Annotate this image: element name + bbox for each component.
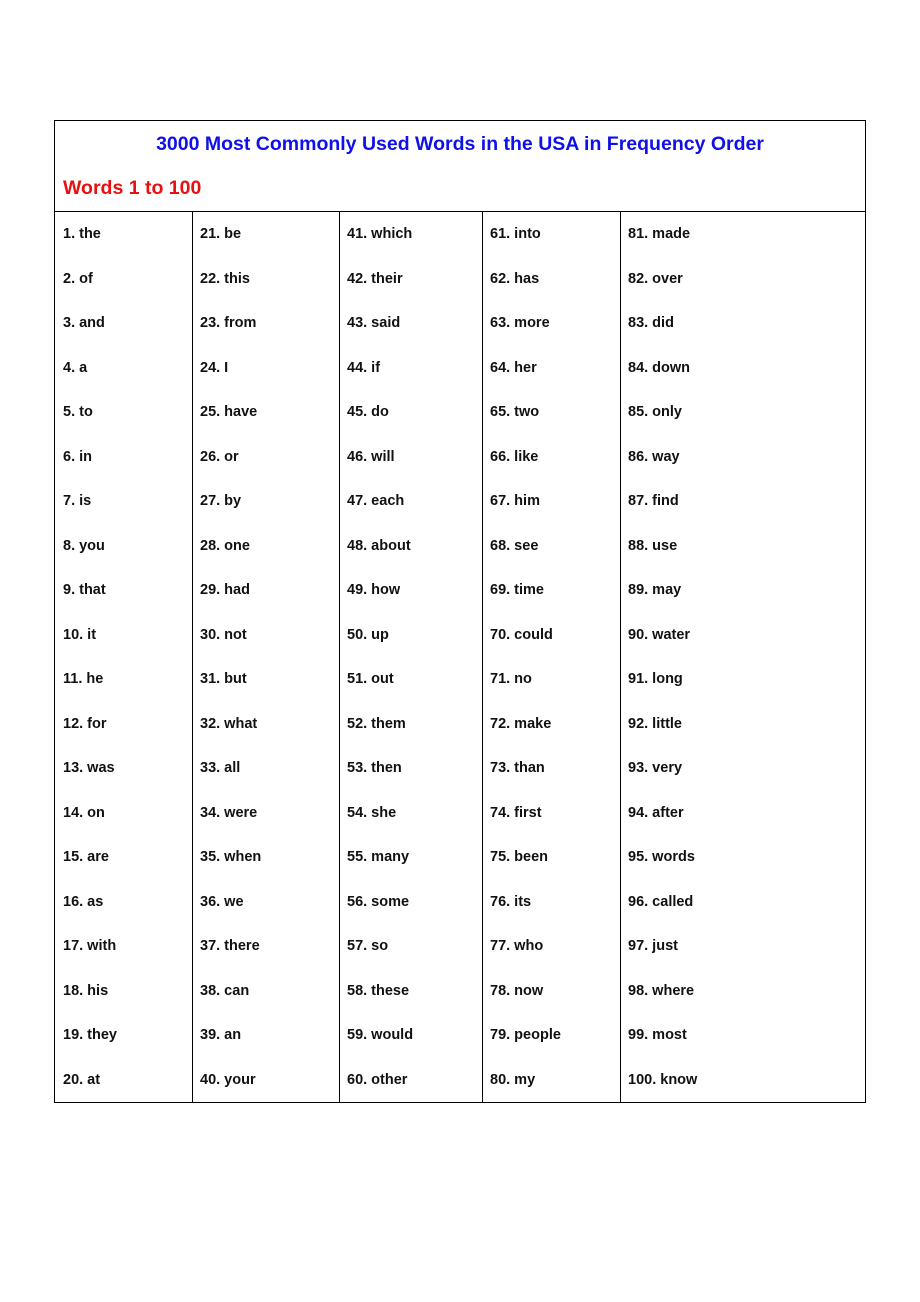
word-column-3 <box>339 212 483 1103</box>
word-entry: 25. have <box>200 404 258 420</box>
word-entry: 65. two <box>490 404 540 420</box>
word-entry: 46. will <box>347 448 395 465</box>
word-entry: 86. way <box>628 448 680 465</box>
word-entry: 62. has <box>490 270 540 287</box>
word-entry: 53. then <box>347 760 402 776</box>
word-entry: 44. if <box>347 359 381 376</box>
word-entry: 8. you <box>63 537 105 554</box>
word-entry: 69. time <box>490 582 544 598</box>
word-entry: 91. long <box>628 671 683 687</box>
word-entry: 15. are <box>63 849 109 865</box>
word-list-sheet <box>54 120 866 1103</box>
word-entry: 38. can <box>200 982 250 999</box>
word-entry: 31. but <box>200 671 247 687</box>
word-entry: 14. on <box>63 804 105 821</box>
word-entry: 18. his <box>63 982 109 999</box>
word-entry: 54. she <box>347 804 397 821</box>
word-entry: 88. use <box>628 537 678 554</box>
word-entry: 52. them <box>347 715 406 732</box>
word-entry: 16. as <box>63 893 104 910</box>
word-entry: 22. this <box>200 270 250 287</box>
word-entry: 66. like <box>490 448 539 465</box>
word-entry: 90. water <box>628 626 691 643</box>
word-grid <box>55 212 865 1103</box>
word-entry: 71. no <box>490 671 532 687</box>
word-entry: 60. other <box>347 1071 408 1088</box>
word-entry: 81. made <box>628 226 691 242</box>
word-entry: 10. it <box>63 626 97 643</box>
word-entry: 78. now <box>490 982 544 999</box>
word-entry: 36. we <box>200 893 244 910</box>
word-entry: 57. so <box>347 938 389 954</box>
word-entry: 11. he <box>63 671 104 687</box>
word-entry: 80. my <box>490 1071 536 1088</box>
word-entry: 47. each <box>347 493 405 509</box>
word-entry: 92. little <box>628 715 682 732</box>
word-entry: 43. said <box>347 315 401 331</box>
word-entry: 51. out <box>347 671 394 687</box>
word-column-2 <box>192 212 340 1103</box>
word-entry: 63. more <box>490 315 550 331</box>
word-entry: 93. very <box>628 760 683 776</box>
word-entry: 48. about <box>347 537 411 554</box>
word-entry: 6. in <box>63 448 93 465</box>
word-entry: 28. one <box>200 537 250 554</box>
word-entry: 50. up <box>347 626 389 643</box>
word-entry: 58. these <box>347 982 410 999</box>
page-title: 3000 Most Commonly Used Words in the USA in Frequency Order <box>156 133 764 155</box>
word-entry: 70. could <box>490 626 553 643</box>
word-entry: 72. make <box>490 715 552 732</box>
word-entry: 27. by <box>200 493 242 509</box>
word-entry: 19. they <box>63 1027 117 1043</box>
word-entry: 42. their <box>347 270 403 287</box>
word-entry: 12. for <box>63 715 107 732</box>
word-entry: 67. him <box>490 493 540 509</box>
word-entry: 29. had <box>200 582 250 598</box>
word-entry: 40. your <box>200 1071 256 1088</box>
word-column-5 <box>620 212 865 1103</box>
word-entry: 68. see <box>490 537 539 554</box>
word-entry: 59. would <box>347 1027 414 1043</box>
word-entry: 73. than <box>490 760 545 776</box>
word-entry: 17. with <box>63 938 117 954</box>
word-entry: 98. where <box>628 982 695 999</box>
word-entry: 30. not <box>200 626 247 643</box>
word-entry: 32. what <box>200 715 258 732</box>
word-entry: 96. called <box>628 893 694 910</box>
word-entry: 21. be <box>200 226 242 242</box>
word-entry: 100. know <box>628 1071 698 1088</box>
word-column-1 <box>55 212 193 1103</box>
word-entry: 89. may <box>628 582 682 598</box>
word-entry: 39. an <box>200 1027 242 1043</box>
word-entry: 87. find <box>628 493 679 509</box>
word-entry: 37. there <box>200 938 260 954</box>
word-entry: 1. the <box>63 226 101 242</box>
word-entry: 75. been <box>490 849 549 865</box>
word-entry: 94. after <box>628 804 684 821</box>
word-entry: 24. I <box>200 359 229 376</box>
page-subtitle: Words 1 to 100 <box>63 177 202 199</box>
word-entry: 20. at <box>63 1071 101 1088</box>
word-entry: 34. were <box>200 804 258 821</box>
sheet-header <box>55 121 865 212</box>
word-entry: 3. and <box>63 315 105 331</box>
word-entry: 13. was <box>63 760 115 776</box>
word-entry: 77. who <box>490 938 544 954</box>
word-entry: 99. most <box>628 1027 687 1043</box>
word-column-4 <box>482 212 621 1103</box>
word-entry: 35. when <box>200 849 262 865</box>
word-entry: 79. people <box>490 1027 561 1043</box>
word-entry: 23. from <box>200 315 257 331</box>
word-entry: 95. words <box>628 849 695 865</box>
word-entry: 55. many <box>347 849 410 865</box>
word-entry: 45. do <box>347 404 389 420</box>
word-entry: 26. or <box>200 448 239 465</box>
word-entry: 82. over <box>628 270 683 287</box>
word-entry: 41. which <box>347 226 413 242</box>
word-entry: 97. just <box>628 938 678 954</box>
word-entry: 7. is <box>63 493 92 509</box>
word-entry: 84. down <box>628 359 691 376</box>
word-entry: 74. first <box>490 804 542 821</box>
word-entry: 5. to <box>63 404 93 420</box>
word-entry: 83. did <box>628 315 674 331</box>
word-entry: 85. only <box>628 404 682 420</box>
word-entry: 2. of <box>63 270 93 287</box>
word-entry: 76. its <box>490 893 532 910</box>
word-entry: 64. her <box>490 359 537 376</box>
word-entry: 61. into <box>490 226 541 242</box>
word-entry: 9. that <box>63 582 106 598</box>
word-entry: 56. some <box>347 893 410 910</box>
word-entry: 4. a <box>63 359 88 376</box>
word-entry: 49. how <box>347 582 401 598</box>
word-entry: 33. all <box>200 760 241 776</box>
